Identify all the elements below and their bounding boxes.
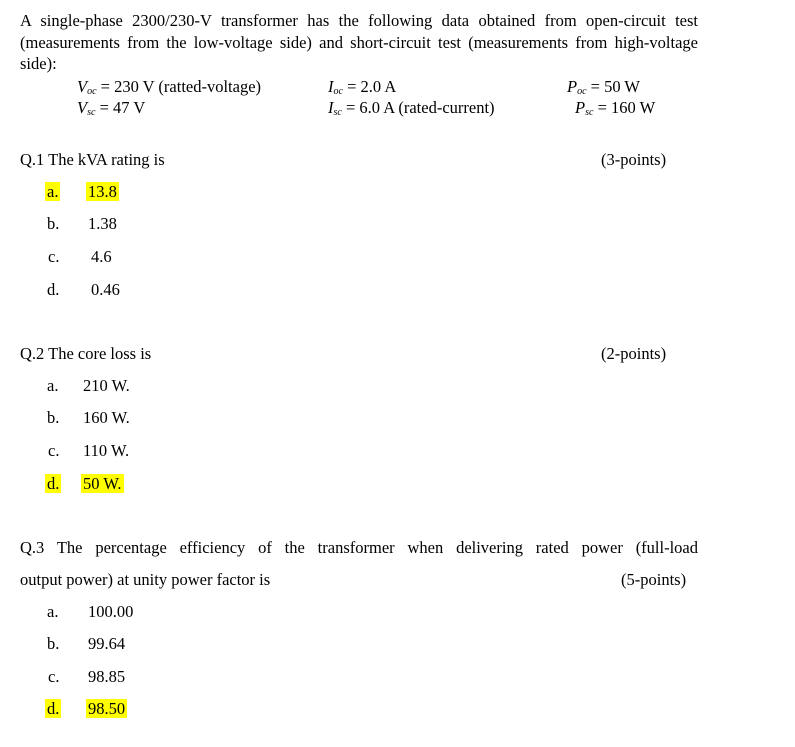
question-3-text-line1: Q.3 The percentage efficiency of the transformer when delivering rated power (full-load <box>20 538 698 557</box>
q3-option-c-value[interactable]: 98.85 <box>88 667 126 686</box>
q2-option-d-value[interactable]: 50 W. <box>83 474 122 493</box>
q3-option-b-value[interactable]: 99.64 <box>88 634 126 653</box>
question-1-points: (3-points) <box>601 150 667 169</box>
given-isc: $I_{sc} = 6.0$ A (rated-current) <box>328 98 495 118</box>
given-psc: $P_{sc} = 160$ W <box>575 98 656 118</box>
q1-option-c-letter[interactable]: c. <box>48 247 60 266</box>
given-poc: $P_{oc} = 50$ W <box>567 77 641 97</box>
q2-option-b-letter[interactable]: b. <box>47 408 60 427</box>
q1-option-b-value[interactable]: 1.38 <box>88 214 117 233</box>
question-2-text: Q.2 The core loss is <box>20 344 152 363</box>
q2-option-c-value[interactable]: 110 W. <box>83 441 130 460</box>
q2-option-b-value[interactable]: 160 W. <box>83 408 130 427</box>
q1-option-a-letter[interactable]: a. <box>47 182 59 201</box>
question-3-points: (5-points) <box>621 570 687 589</box>
q3-option-a-value[interactable]: 100.00 <box>88 602 134 621</box>
q3-option-d-letter[interactable]: d. <box>47 699 60 718</box>
q3-option-d-value[interactable]: 98.50 <box>88 699 126 718</box>
given-vsc: $V_{sc} = 47$ V <box>77 98 146 118</box>
q1-option-a-value[interactable]: 13.8 <box>88 182 117 201</box>
q1-option-c-value[interactable]: 4.6 <box>91 247 112 266</box>
q1-option-b-letter[interactable]: b. <box>47 214 60 233</box>
q1-option-d-letter[interactable]: d. <box>47 280 60 299</box>
q2-option-c-letter[interactable]: c. <box>48 441 60 460</box>
question-2-points: (2-points) <box>601 344 667 363</box>
given-ioc: $I_{oc} = 2.0$ A <box>328 77 397 97</box>
q2-option-a-letter[interactable]: a. <box>47 376 59 395</box>
q2-option-d-letter[interactable]: d. <box>47 474 60 493</box>
given-voc: $V_{oc} = 230$ V (ratted-voltage) <box>77 77 262 97</box>
question-3-text-line2: output power) at unity power factor is <box>20 570 271 589</box>
q2-option-a-value[interactable]: 210 W. <box>83 376 130 395</box>
q3-option-b-letter[interactable]: b. <box>47 634 60 653</box>
q3-option-a-letter[interactable]: a. <box>47 602 59 621</box>
q1-option-d-value[interactable]: 0.46 <box>91 280 120 299</box>
q3-option-c-letter[interactable]: c. <box>48 667 60 686</box>
question-1-text: Q.1 The kVA rating is <box>20 150 165 169</box>
problem-statement: A single-phase 2300/230-V transformer has the following data obtained from open-circuit test (measurements from the low-voltage side) and short-circuit test (measurements from high-voltage side): <box>20 11 698 73</box>
